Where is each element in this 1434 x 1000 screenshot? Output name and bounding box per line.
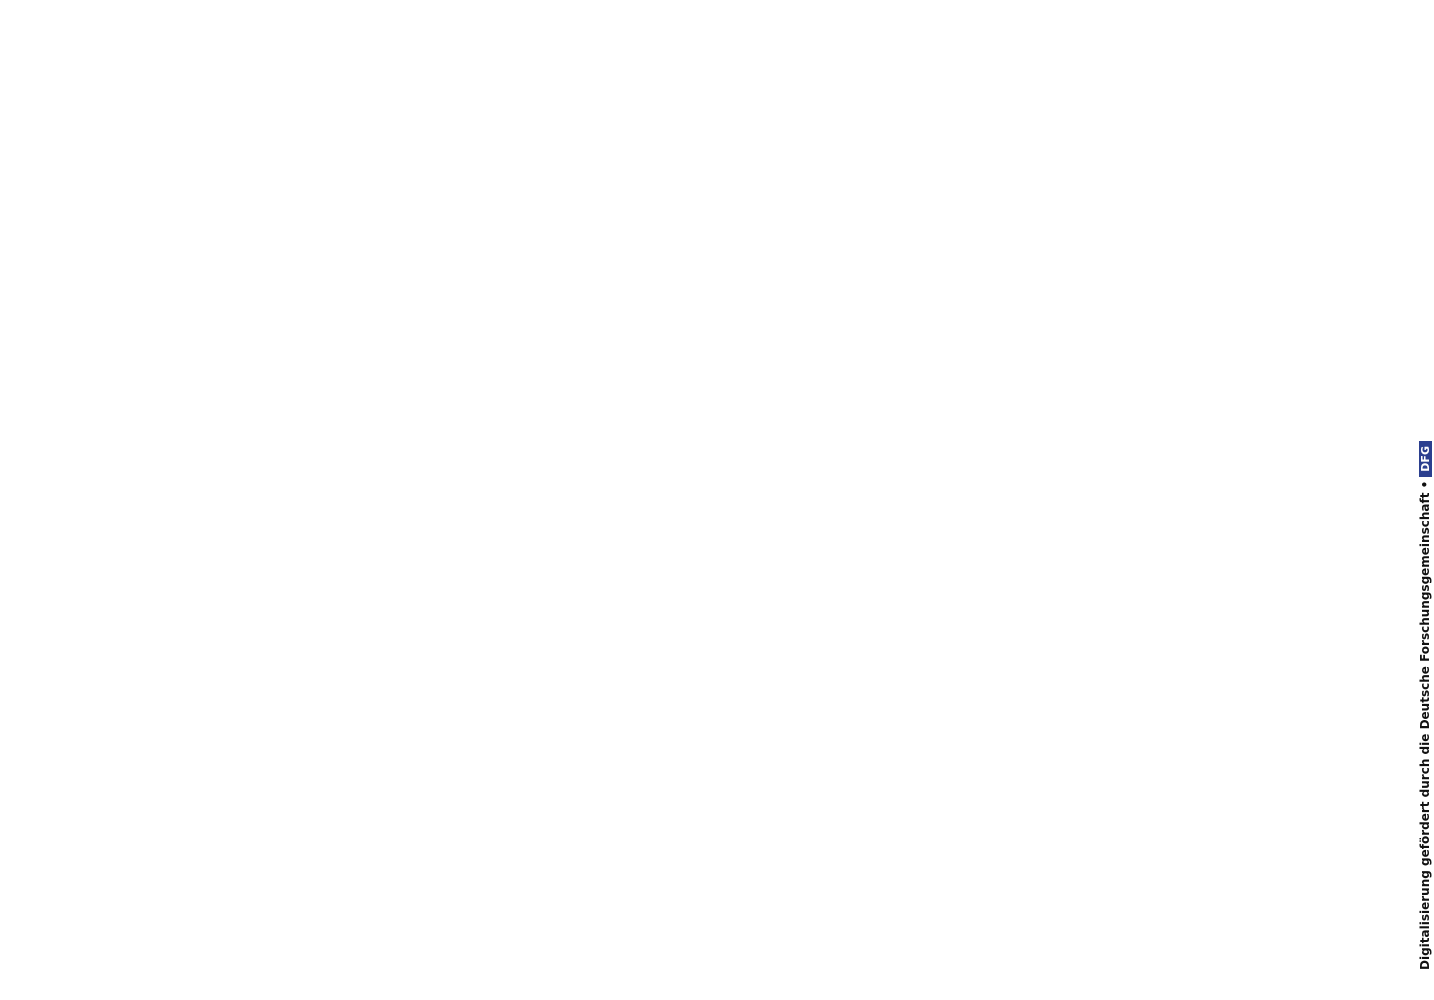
- dfg-credit-text: Digitalisierung gefördert durch die Deutsche Forschungsgemeinschaft •: [1418, 480, 1432, 970]
- dfg-logo: DFG: [1419, 441, 1432, 477]
- dfg-credit: [1418, 10, 1432, 970]
